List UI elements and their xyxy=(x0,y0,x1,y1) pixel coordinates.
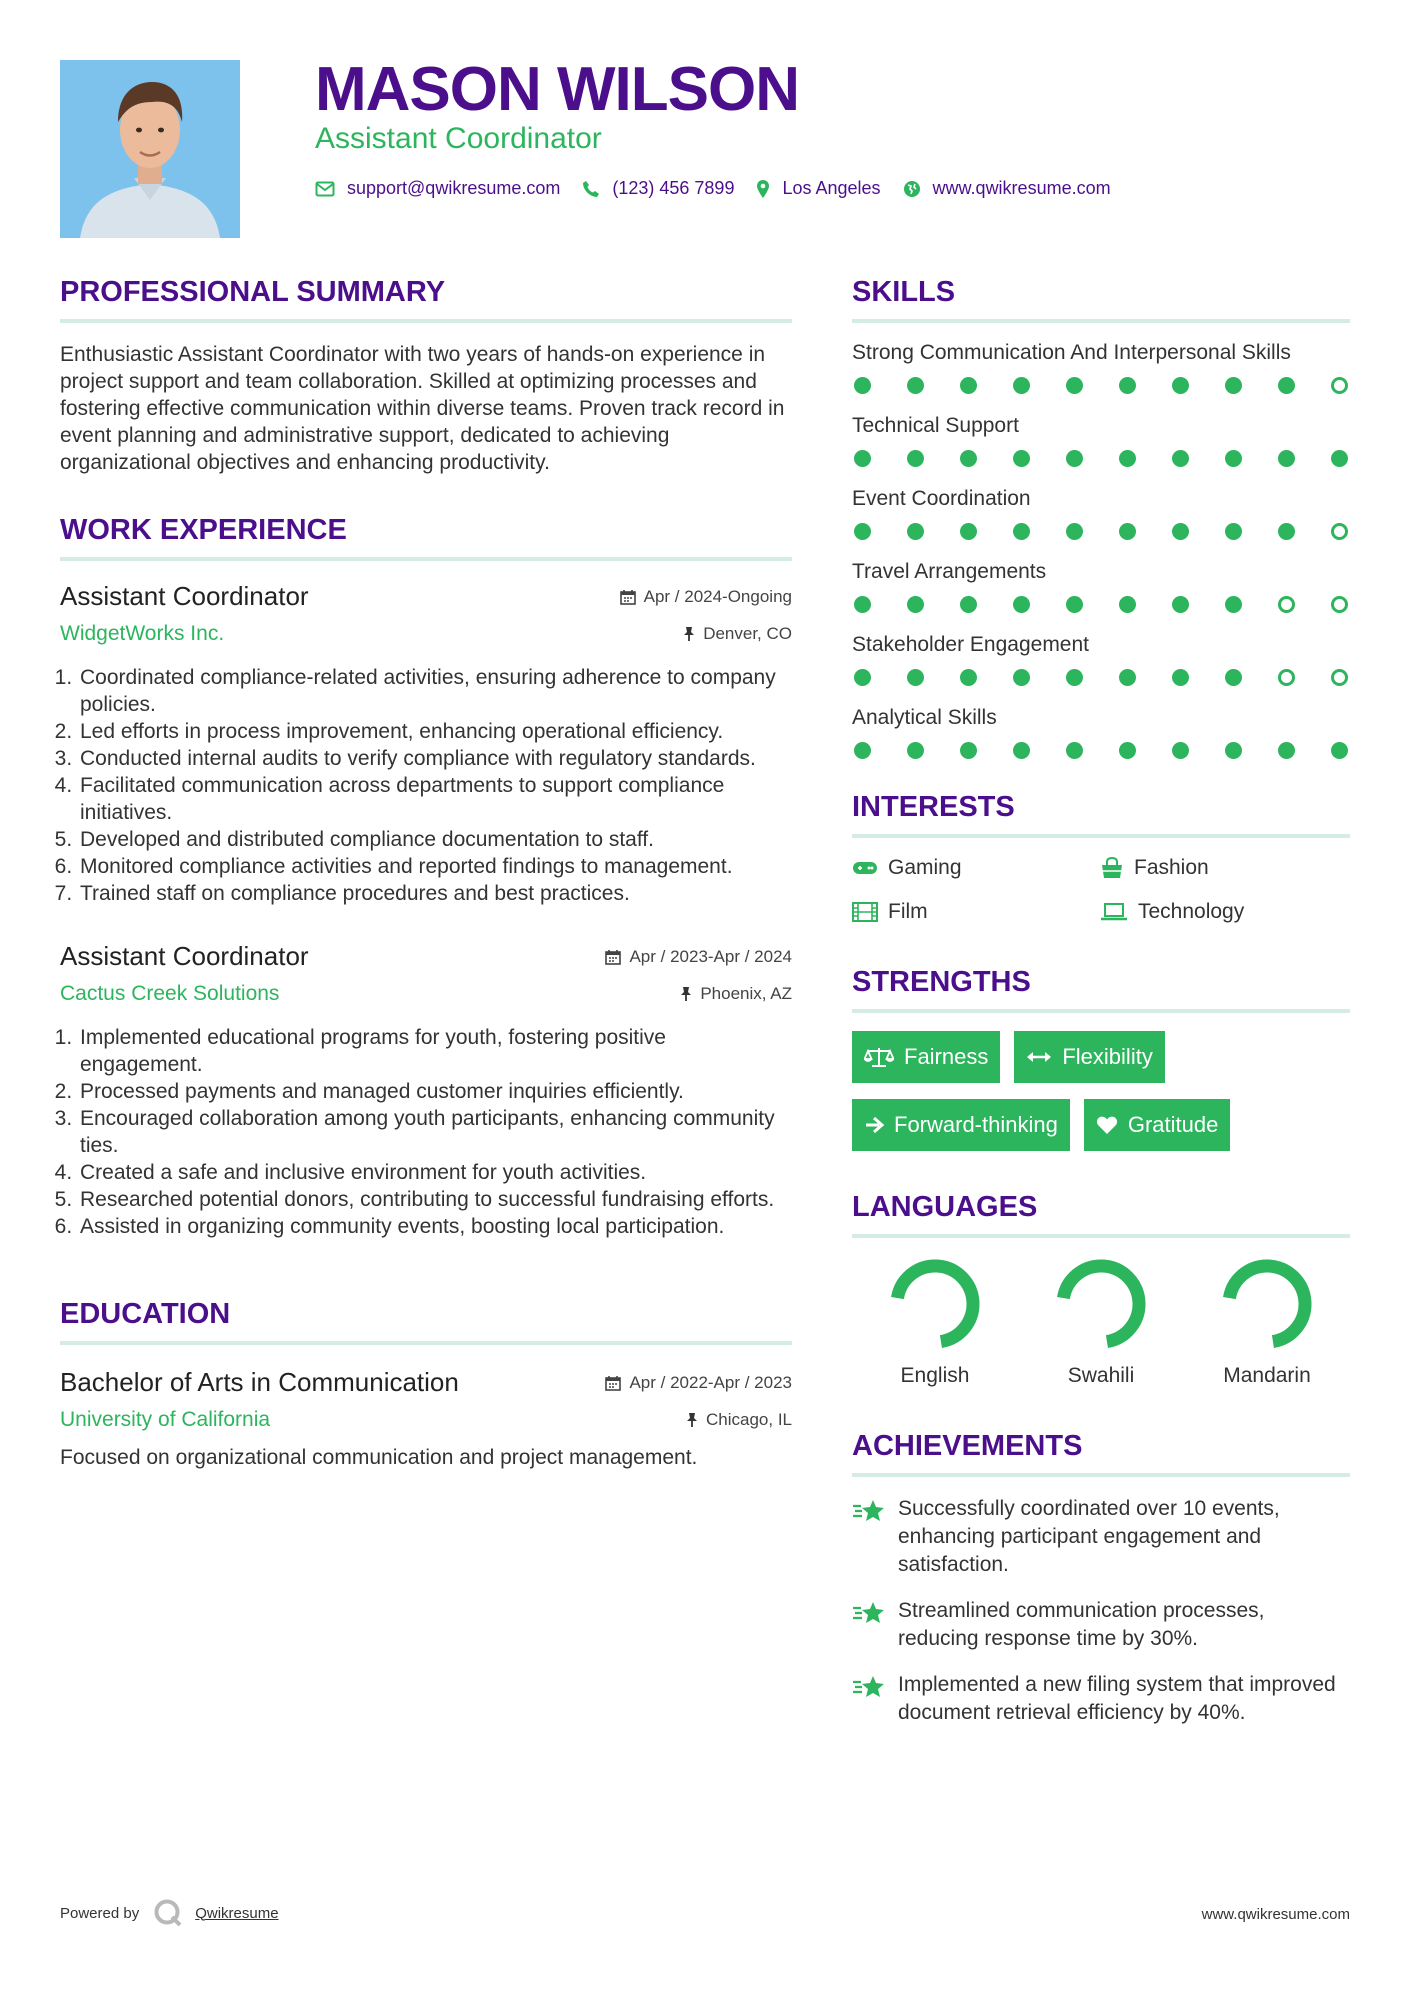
interests-list xyxy=(852,856,1350,924)
summary-section xyxy=(60,276,792,476)
skill-dot-filled xyxy=(1066,450,1083,467)
language-name: English xyxy=(900,1364,970,1387)
skill-dot-filled xyxy=(960,742,977,759)
skill-item xyxy=(852,414,1350,467)
job-title: Assistant Coordinator xyxy=(60,581,309,611)
education-date xyxy=(605,1373,792,1393)
strengths-heading: STRENGTHS xyxy=(852,966,1350,1013)
skill-dot-filled xyxy=(1225,742,1242,759)
pin-icon xyxy=(686,1412,698,1428)
list-item: 4. Created a safe and inclusive environment for youth activities. xyxy=(78,1159,792,1186)
skill-dot-filled xyxy=(1013,450,1030,467)
skill-dot-filled xyxy=(1013,523,1030,540)
job-location xyxy=(683,624,792,644)
skill-dot-filled xyxy=(854,669,871,686)
list-item: 1. Implemented educational programs for youth, fostering positive engagement. xyxy=(78,1024,792,1078)
skill-dot-filled xyxy=(1119,377,1136,394)
skill-dot-filled xyxy=(1225,450,1242,467)
skill-rating xyxy=(852,742,1350,759)
skill-item xyxy=(852,560,1350,613)
globe-icon xyxy=(903,180,921,198)
calendar-icon xyxy=(605,949,621,965)
skill-name: Strong Communication And Interpersonal Skills xyxy=(852,341,1291,364)
shooting-star-icon xyxy=(852,1497,886,1525)
qwikresume-logo-icon xyxy=(153,1898,183,1928)
film-icon xyxy=(852,902,878,922)
left-column xyxy=(60,276,792,1471)
skill-dot-filled xyxy=(1278,523,1295,540)
language-name: Swahili xyxy=(1067,1364,1135,1387)
skill-dot-filled xyxy=(1119,596,1136,613)
job-responsibilities xyxy=(60,1024,792,1240)
education-heading: EDUCATION xyxy=(60,1298,792,1345)
language-item xyxy=(1184,1256,1350,1388)
job-location xyxy=(680,984,792,1004)
skill-dot-filled xyxy=(1225,377,1242,394)
skill-rating xyxy=(852,377,1350,394)
skill-dot-filled xyxy=(854,523,871,540)
skill-dot-filled xyxy=(1066,377,1083,394)
summary-text: Enthusiastic Assistant Coordinator with two years of hands-on experience in project support and team collaboration. Skilled at optimizing processes and fostering effective communication within diverse teams. Proven track record in event planning and administrative support, dedicated to achieving organizational objectives and enhancing productivity. xyxy=(60,343,785,474)
skills-list xyxy=(852,341,1350,759)
skill-item xyxy=(852,633,1350,686)
list-item: 1. Coordinated compliance-related activities, ensuring adherence to company policies. xyxy=(78,664,792,718)
envelope-icon xyxy=(315,181,335,197)
languages-list xyxy=(852,1256,1350,1388)
education-location xyxy=(686,1410,792,1430)
education-date-text: Apr / 2022-Apr / 2023 xyxy=(629,1372,792,1392)
interest-label: Technology xyxy=(1138,900,1245,923)
job-location-text: Denver, CO xyxy=(703,624,792,643)
achievement-item xyxy=(852,1671,1350,1727)
languages-section xyxy=(852,1191,1350,1388)
skill-dot-filled xyxy=(1331,742,1348,759)
job-entry xyxy=(60,941,792,1240)
list-item: 2. Processed payments and managed customer inquiries efficiently. xyxy=(78,1078,792,1105)
skill-dot-filled xyxy=(1278,377,1295,394)
skill-dot-filled xyxy=(1066,523,1083,540)
skill-dot-empty xyxy=(1331,523,1348,540)
job-title: Assistant Coordinator xyxy=(60,941,309,971)
skill-item xyxy=(852,487,1350,540)
skill-dot-empty xyxy=(1278,669,1295,686)
right-column xyxy=(852,276,1350,1745)
skill-dot-filled xyxy=(1225,669,1242,686)
languages-heading: LANGUAGES xyxy=(852,1191,1350,1238)
skill-dot-empty xyxy=(1278,596,1295,613)
list-item: 4. Facilitated communication across departments to support compliance initiatives. xyxy=(78,772,792,826)
skill-dot-filled xyxy=(1119,523,1136,540)
skill-dot-empty xyxy=(1331,377,1348,394)
skill-dot-filled xyxy=(1225,523,1242,540)
skill-item xyxy=(852,706,1350,759)
list-item: 6. Assisted in organizing community events, boosting local participation. xyxy=(78,1213,792,1240)
skill-name: Travel Arrangements xyxy=(852,560,1047,583)
list-item: 2. Led efforts in process improvement, enhancing operational efficiency. xyxy=(78,718,792,745)
achievement-item xyxy=(852,1597,1350,1653)
language-name: Mandarin xyxy=(1223,1364,1311,1387)
skill-dot-filled xyxy=(1013,596,1030,613)
skill-dot-filled xyxy=(960,523,977,540)
skill-dot-filled xyxy=(1013,669,1030,686)
strength-label: Forward-thinking xyxy=(894,1112,1058,1137)
skill-dot-filled xyxy=(1119,669,1136,686)
skill-dot-filled xyxy=(1119,742,1136,759)
education-description: Focused on organizational communication and project management. xyxy=(60,1446,698,1469)
list-item: 6. Monitored compliance activities and reported findings to management. xyxy=(78,853,792,880)
laptop-icon xyxy=(1100,903,1128,921)
skill-dot-filled xyxy=(907,450,924,467)
skill-rating xyxy=(852,596,1350,613)
skill-name: Stakeholder Engagement xyxy=(852,633,1089,656)
strength-chip xyxy=(1084,1099,1231,1151)
language-item xyxy=(852,1256,1018,1388)
pin-icon xyxy=(683,626,695,642)
skill-dot-filled xyxy=(907,377,924,394)
skill-dot-filled xyxy=(960,377,977,394)
skill-dot-filled xyxy=(960,669,977,686)
interest-item xyxy=(1100,856,1348,880)
shopping-bag-icon xyxy=(1100,857,1124,879)
job-date-text: Apr / 2024-Ongoing xyxy=(643,586,792,606)
degree-title: Bachelor of Arts in Communication xyxy=(60,1367,459,1397)
arrows-horizontal-icon xyxy=(1026,1050,1052,1064)
strength-label: Fairness xyxy=(904,1044,989,1069)
skill-dot-filled xyxy=(854,596,871,613)
skill-dot-filled xyxy=(1172,596,1189,613)
skill-item xyxy=(852,341,1350,394)
skill-dot-filled xyxy=(1066,596,1083,613)
interests-section xyxy=(852,791,1350,924)
job-entry xyxy=(60,581,792,907)
achievement-text: Successfully coordinated over 10 events, enhancing participant engagement and satisfaction. xyxy=(898,1497,1280,1576)
interest-item xyxy=(1100,900,1348,924)
list-item: 7. Trained staff on compliance procedures and best practices. xyxy=(78,880,792,907)
list-item: 5. Developed and distributed compliance documentation to staff. xyxy=(78,826,792,853)
interests-heading: INTERESTS xyxy=(852,791,1350,838)
list-item: 3. Conducted internal audits to verify compliance with regulatory standards. xyxy=(78,745,792,772)
skill-dot-filled xyxy=(1225,596,1242,613)
skill-dot-filled xyxy=(854,742,871,759)
skill-dot-filled xyxy=(1013,742,1030,759)
skill-dot-filled xyxy=(1013,377,1030,394)
skill-dot-filled xyxy=(907,669,924,686)
map-marker-icon xyxy=(756,179,770,199)
list-item: 3. Encouraged collaboration among youth participants, enhancing community ties. xyxy=(78,1105,792,1159)
interest-label: Fashion xyxy=(1134,856,1209,879)
interest-label: Film xyxy=(888,900,928,923)
candidate-name: MASON WILSON xyxy=(315,55,799,124)
language-item xyxy=(1018,1256,1184,1388)
language-progress-ring xyxy=(1219,1256,1315,1352)
email-text: support@qwikresume.com xyxy=(347,178,561,198)
job-date xyxy=(620,587,792,607)
skill-dot-filled xyxy=(1172,450,1189,467)
footer-powered-by xyxy=(60,1898,279,1928)
strength-chip xyxy=(852,1099,1070,1151)
job-date-text: Apr / 2023-Apr / 2024 xyxy=(629,946,792,966)
strengths-list xyxy=(852,1031,1350,1151)
achievement-item xyxy=(852,1495,1350,1579)
strength-chip xyxy=(1014,1031,1164,1083)
skill-dot-filled xyxy=(1278,742,1295,759)
qwikresume-link[interactable]: Qwikresume xyxy=(195,1904,279,1922)
contact-bar xyxy=(315,178,1133,199)
skill-dot-filled xyxy=(1066,669,1083,686)
job-date xyxy=(605,947,792,967)
skill-dot-filled xyxy=(907,742,924,759)
skill-dot-filled xyxy=(960,450,977,467)
skill-dot-filled xyxy=(960,596,977,613)
contact-email[interactable] xyxy=(315,178,560,199)
education-location-text: Chicago, IL xyxy=(706,1410,792,1429)
skill-name: Event Coordination xyxy=(852,487,1031,510)
skill-name: Analytical Skills xyxy=(852,706,997,729)
summary-heading: PROFESSIONAL SUMMARY xyxy=(60,276,792,323)
achievements-section xyxy=(852,1430,1350,1727)
skill-dot-filled xyxy=(854,377,871,394)
language-progress-ring xyxy=(887,1256,983,1352)
skill-dot-filled xyxy=(1278,450,1295,467)
heart-icon xyxy=(1096,1115,1118,1135)
achievements-heading: ACHIEVEMENTS xyxy=(852,1430,1350,1477)
phone-icon xyxy=(582,180,600,198)
job-company: Cactus Creek Solutions xyxy=(60,982,280,1005)
contact-phone[interactable] xyxy=(582,178,734,199)
contact-website[interactable] xyxy=(903,178,1111,199)
interest-item xyxy=(852,856,1100,880)
profile-photo xyxy=(60,60,240,238)
experience-heading: WORK EXPERIENCE xyxy=(60,514,792,561)
strengths-section xyxy=(852,966,1350,1151)
job-location-text: Phoenix, AZ xyxy=(700,984,792,1003)
achievement-text: Streamlined communication processes, reducing response time by 30%. xyxy=(898,1599,1265,1650)
skill-dot-filled xyxy=(1172,523,1189,540)
job-company: WidgetWorks Inc. xyxy=(60,622,225,645)
skill-dot-filled xyxy=(1172,377,1189,394)
pin-icon xyxy=(680,986,692,1002)
location-text: Los Angeles xyxy=(782,178,881,198)
experience-section xyxy=(60,514,792,1240)
candidate-title: Assistant Coordinator xyxy=(315,122,602,155)
contact-location xyxy=(756,178,880,199)
skill-dot-filled xyxy=(1331,450,1348,467)
skill-dot-filled xyxy=(907,596,924,613)
calendar-icon xyxy=(620,589,636,605)
skill-rating xyxy=(852,450,1350,467)
skill-dot-filled xyxy=(907,523,924,540)
skills-section xyxy=(852,276,1350,759)
shooting-star-icon xyxy=(852,1599,886,1627)
education-section xyxy=(60,1298,792,1471)
footer-website[interactable]: www.qwikresume.com xyxy=(1201,1906,1350,1923)
phone-text: (123) 456 7899 xyxy=(612,178,735,198)
skill-dot-filled xyxy=(854,450,871,467)
strength-label: Flexibility xyxy=(1062,1044,1153,1069)
gamepad-icon xyxy=(852,860,878,876)
school-name: University of California xyxy=(60,1408,271,1431)
skill-dot-empty xyxy=(1331,669,1348,686)
skill-dot-filled xyxy=(1172,669,1189,686)
achievement-text: Implemented a new filing system that improved document retrieval efficiency by 40%. xyxy=(898,1673,1336,1724)
calendar-icon xyxy=(605,1375,621,1391)
skill-dot-filled xyxy=(1172,742,1189,759)
skill-rating xyxy=(852,523,1350,540)
shooting-star-icon xyxy=(852,1673,886,1701)
skill-dot-filled xyxy=(1119,450,1136,467)
job-responsibilities xyxy=(60,664,792,907)
interest-item xyxy=(852,900,1100,924)
strength-label: Gratitude xyxy=(1127,1112,1219,1137)
interest-label: Gaming xyxy=(888,856,962,879)
skill-dot-filled xyxy=(1066,742,1083,759)
language-progress-ring xyxy=(1053,1256,1149,1352)
balance-scale-icon xyxy=(864,1046,894,1068)
website-text: www.qwikresume.com xyxy=(932,178,1111,198)
skill-dot-empty xyxy=(1331,596,1348,613)
skills-heading: SKILLS xyxy=(852,276,1350,323)
skill-rating xyxy=(852,669,1350,686)
powered-by-text: Powered by xyxy=(60,1904,140,1922)
strength-chip xyxy=(852,1031,1000,1083)
skill-name: Technical Support xyxy=(852,414,1019,437)
arrow-right-icon xyxy=(864,1116,884,1134)
list-item: 5. Researched potential donors, contributing to successful fundraising efforts. xyxy=(78,1186,792,1213)
